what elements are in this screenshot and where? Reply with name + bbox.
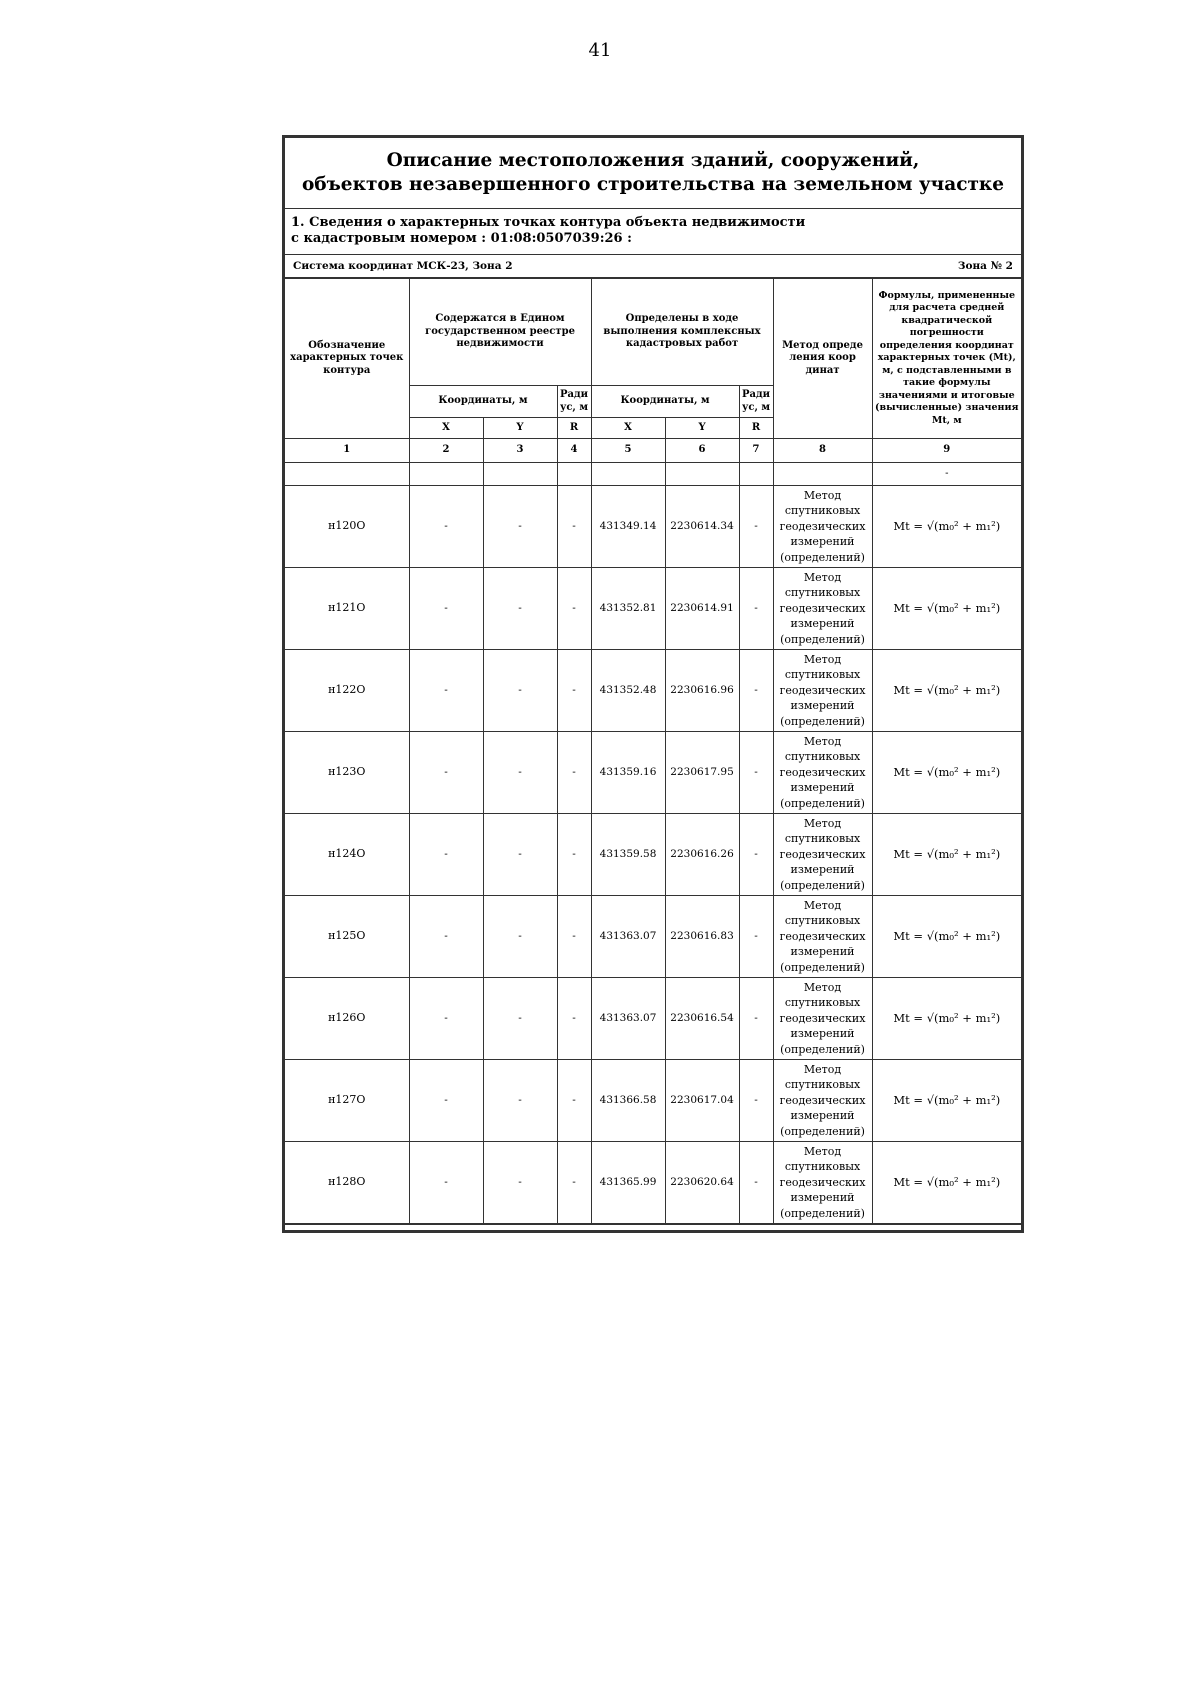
mt-formula: Mt = √(m₀² + m₁²)	[872, 978, 1021, 1060]
ccw-y: 2230616.83	[665, 896, 739, 978]
table-row	[285, 486, 1021, 568]
egrn-r: -	[557, 814, 591, 896]
header-y-ccw: Y	[665, 418, 739, 439]
header-egrn: Содержатся в Едином государственном реестре недвижимости	[409, 279, 591, 386]
mt-formula: Mt = √(m₀² + m₁²)	[872, 650, 1021, 732]
header-point: Обозначение характерных точек контура	[285, 279, 409, 439]
empty-cell	[483, 463, 557, 486]
column-number: 2	[409, 439, 483, 463]
ccw-r: -	[739, 568, 773, 650]
egrn-r: -	[557, 1060, 591, 1142]
ccw-r: -	[739, 978, 773, 1060]
method: Метод спутниковых геодезических измерений (определений)	[773, 568, 872, 650]
empty-row	[285, 463, 1021, 486]
egrn-x: -	[409, 568, 483, 650]
egrn-y: -	[483, 978, 557, 1060]
ccw-r: -	[739, 814, 773, 896]
header-y-egrn: Y	[483, 418, 557, 439]
egrn-y: -	[483, 896, 557, 978]
column-number: 7	[739, 439, 773, 463]
section-line-2: с кадастровым номером : 01:08:0507039:26 :	[291, 231, 632, 246]
column-number: 5	[591, 439, 665, 463]
ccw-x: 431352.48	[591, 650, 665, 732]
ccw-x: 431363.07	[591, 896, 665, 978]
empty-cell	[557, 463, 591, 486]
egrn-y: -	[483, 568, 557, 650]
egrn-r: -	[557, 568, 591, 650]
empty-cell	[285, 463, 409, 486]
egrn-x: -	[409, 1060, 483, 1142]
egrn-x: -	[409, 978, 483, 1060]
header-radius-egrn: Ради ус, м	[557, 386, 591, 418]
method: Метод спутниковых геодезических измерений (определений)	[773, 978, 872, 1060]
column-number: 4	[557, 439, 591, 463]
egrn-x: -	[409, 486, 483, 568]
ccw-y: 2230614.34	[665, 486, 739, 568]
page-number: 41	[588, 40, 612, 61]
egrn-y: -	[483, 486, 557, 568]
ccw-y: 2230614.91	[665, 568, 739, 650]
table-bottom-border	[285, 1224, 1021, 1230]
ccw-y: 2230616.26	[665, 814, 739, 896]
title-line-1: Описание местоположения зданий, сооружений,	[386, 150, 920, 171]
empty-row-mark: -	[872, 463, 1021, 486]
column-number: 8	[773, 439, 872, 463]
mt-formula: Mt = √(m₀² + m₁²)	[872, 1060, 1021, 1142]
egrn-x: -	[409, 650, 483, 732]
column-number: 3	[483, 439, 557, 463]
title-line-2: объектов незавершенного строительства на земельном участке	[301, 174, 1005, 195]
egrn-r: -	[557, 896, 591, 978]
header-r-ccw: R	[739, 418, 773, 439]
ccw-r: -	[739, 732, 773, 814]
ccw-x: 431349.14	[591, 486, 665, 568]
mt-formula: Mt = √(m₀² + m₁²)	[872, 486, 1021, 568]
empty-cell	[591, 463, 665, 486]
mt-formula: Mt = √(m₀² + m₁²)	[872, 896, 1021, 978]
egrn-r: -	[557, 732, 591, 814]
egrn-y: -	[483, 1142, 557, 1224]
ccw-y: 2230617.04	[665, 1060, 739, 1142]
header-r-egrn: R	[557, 418, 591, 439]
ccw-x: 431363.07	[591, 978, 665, 1060]
ccw-r: -	[739, 1060, 773, 1142]
egrn-r: -	[557, 486, 591, 568]
point-name: н123О	[285, 732, 409, 814]
method: Метод спутниковых геодезических измерений (определений)	[773, 1142, 872, 1224]
column-number: 9	[872, 439, 1021, 463]
ccw-y: 2230617.95	[665, 732, 739, 814]
point-name: н121О	[285, 568, 409, 650]
ccw-x: 431359.58	[591, 814, 665, 896]
ccw-x: 431359.16	[591, 732, 665, 814]
method: Метод спутниковых геодезических измерений (определений)	[773, 896, 872, 978]
table-row	[285, 814, 1021, 896]
header-x-ccw: X	[591, 418, 665, 439]
mt-formula: Mt = √(m₀² + m₁²)	[872, 732, 1021, 814]
ccw-y: 2230616.96	[665, 650, 739, 732]
ccw-x: 431352.81	[591, 568, 665, 650]
egrn-x: -	[409, 1142, 483, 1224]
egrn-y: -	[483, 1060, 557, 1142]
table-row	[285, 978, 1021, 1060]
section-heading	[285, 209, 1021, 255]
zone-label: Зона № 2	[957, 260, 1013, 272]
method: Метод спутниковых геодезических измерений (определений)	[773, 1060, 872, 1142]
table-row	[285, 1060, 1021, 1142]
table-row	[285, 650, 1021, 732]
ccw-r: -	[739, 650, 773, 732]
header-x-egrn: X	[409, 418, 483, 439]
egrn-y: -	[483, 814, 557, 896]
egrn-x: -	[409, 732, 483, 814]
ccw-x: 431366.58	[591, 1060, 665, 1142]
point-name: н128О	[285, 1142, 409, 1224]
egrn-r: -	[557, 650, 591, 732]
ccw-y: 2230616.54	[665, 978, 739, 1060]
table-row	[285, 568, 1021, 650]
method: Метод спутниковых геодезических измерений (определений)	[773, 732, 872, 814]
point-name: н122О	[285, 650, 409, 732]
method: Метод спутниковых геодезических измерений (определений)	[773, 650, 872, 732]
header-formula: Формулы, примененные для расчета средней квадратической погрешности определения координат характерных точек (Mt), м, с подставленными в такие формулы значениями и итоговые (вычисленные) значения Mt, м	[872, 279, 1021, 439]
ccw-x: 431365.99	[591, 1142, 665, 1224]
egrn-x: -	[409, 896, 483, 978]
point-name: н126О	[285, 978, 409, 1060]
document-frame	[282, 135, 1024, 1233]
empty-cell	[409, 463, 483, 486]
egrn-y: -	[483, 650, 557, 732]
mt-formula: Mt = √(m₀² + m₁²)	[872, 814, 1021, 896]
column-number: 6	[665, 439, 739, 463]
ccw-r: -	[739, 896, 773, 978]
header-method: Метод опреде ления коор динат	[773, 279, 872, 439]
header-ccw: Определены в ходе выполнения комплексных кадастровых работ	[591, 279, 773, 386]
header-coords-egrn: Координаты, м	[409, 386, 557, 418]
header-coords-ccw: Координаты, м	[591, 386, 739, 418]
egrn-y: -	[483, 732, 557, 814]
point-name: н127О	[285, 1060, 409, 1142]
coordinate-system: Система координат МСК-23, Зона 2	[293, 260, 513, 272]
points-table	[285, 278, 1021, 1224]
egrn-r: -	[557, 978, 591, 1060]
method: Метод спутниковых геодезических измерений (определений)	[773, 486, 872, 568]
section-line-1: 1. Сведения о характерных точках контура объекта недвижимости	[291, 215, 806, 230]
ccw-y: 2230620.64	[665, 1142, 739, 1224]
table-row	[285, 1142, 1021, 1224]
ccw-r: -	[739, 486, 773, 568]
table-row	[285, 896, 1021, 978]
header-radius-ccw: Ради ус, м	[739, 386, 773, 418]
empty-cell	[739, 463, 773, 486]
egrn-r: -	[557, 1142, 591, 1224]
empty-cell	[665, 463, 739, 486]
point-name: н125О	[285, 896, 409, 978]
method: Метод спутниковых геодезических измерений (определений)	[773, 814, 872, 896]
table-row	[285, 732, 1021, 814]
document-title	[285, 138, 1021, 209]
empty-cell	[773, 463, 872, 486]
mt-formula: Mt = √(m₀² + m₁²)	[872, 568, 1021, 650]
point-name: н120О	[285, 486, 409, 568]
column-number: 1	[285, 439, 409, 463]
mt-formula: Mt = √(m₀² + m₁²)	[872, 1142, 1021, 1224]
coordinate-system-row	[285, 255, 1021, 278]
ccw-r: -	[739, 1142, 773, 1224]
egrn-x: -	[409, 814, 483, 896]
point-name: н124О	[285, 814, 409, 896]
